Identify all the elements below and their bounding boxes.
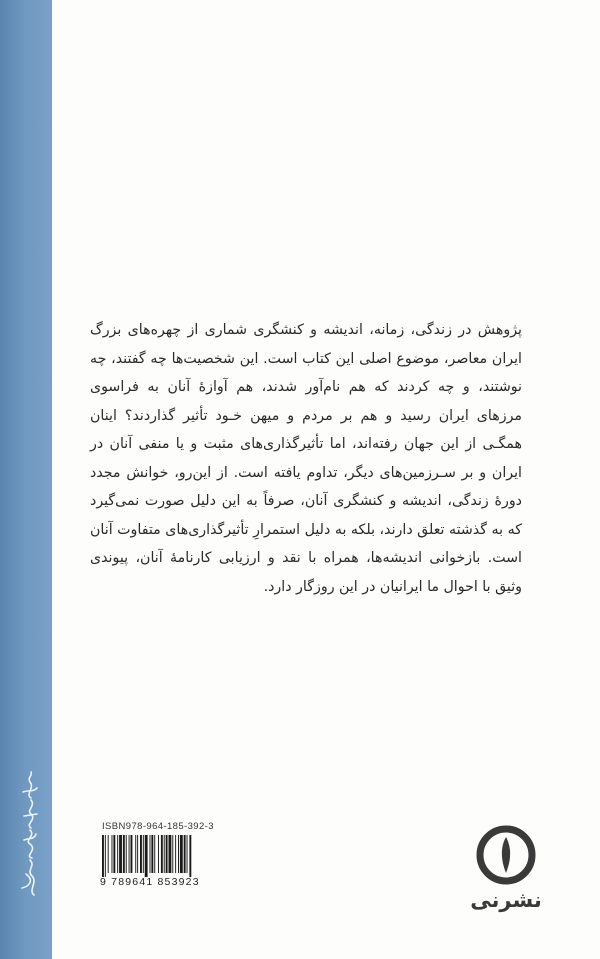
- barcode-bar: [189, 835, 191, 877]
- barcode-bar: [119, 835, 122, 873]
- barcode-bar: [187, 835, 188, 873]
- barcode-bar: [180, 835, 183, 873]
- barcode-bar: [108, 835, 109, 873]
- isbn-label: ISBN978-964-185-392-3: [102, 821, 214, 832]
- blurb-paragraph: پژوهش در زندگی، زمانه، اندیشه و کنشگری شماری از چهره‌های بزرگ ایران معاصر، موضوع اصلی این کتاب است. این شخصیت‌ها چه گفتند، چه نوشتند، و چه کردند که هم نام‌آور شدند، هم آوازهٔ آنان به فراسوی مرزهای ایران رسید و هم بر مردم و میهن خـود تأثیر گذاردند؟ اینان همگـی از این جهان رفته‌اند، اما تأثیرگذاری‌های مثبت و یا منفی آنان در ایران و بر سـرزمین‌های دیگر، تداوم یافته است. از این‌رو، خوانش مجدد دورهٔ زندگی، اندیشه و کنشگری آنان، صرفاً به این دلیل صورت نمی‌گیرد که به گذشته تعلق دارند، بلکه به دلیل استمرارِ تأثیرگذاری‌های متفاوت آنان است. بازخوانی اندیشه‌ها، همراه با نقد و ارزیابی کارنامهٔ آنان، پیوندی وثیق با احوال ما ایرانیان در این روزگار دارد.: [90, 322, 522, 595]
- barcode-bar: [143, 835, 144, 873]
- barcode-bar: [117, 835, 118, 873]
- publisher-logo: [466, 824, 546, 912]
- barcode-bar: [131, 835, 133, 873]
- barcode-bar: [164, 835, 165, 873]
- book-spine: [0, 0, 52, 959]
- barcode-bar: [102, 835, 104, 877]
- barcode-bar: [169, 835, 172, 873]
- blurb-text: [90, 316, 522, 601]
- barcode-bar: [166, 835, 168, 873]
- barcode-bar: [112, 835, 113, 873]
- barcode-bar: [161, 835, 163, 873]
- barcode-bar: [140, 835, 142, 873]
- reed-in-circle-icon: [475, 824, 537, 886]
- barcode-bar: [158, 835, 159, 873]
- publisher-name: نشرنی: [470, 888, 542, 912]
- barcode: [100, 835, 236, 877]
- barcode-bar: [113, 835, 115, 873]
- barcode-bar: [172, 835, 173, 873]
- isbn-block: [100, 821, 236, 888]
- barcode-bar: [145, 835, 148, 877]
- barcode-bar: [126, 835, 127, 873]
- barcode-bar: [105, 835, 106, 877]
- barcode-bar: [123, 835, 125, 873]
- barcode-bar: [129, 835, 130, 873]
- barcode-bar: [175, 835, 176, 873]
- barcode-digits: 9 789641 853923: [100, 876, 200, 888]
- barcode-bar: [178, 835, 179, 873]
- barcode-bar: [154, 835, 155, 873]
- handwritten-signature-icon: [4, 770, 48, 900]
- barcode-bar: [137, 835, 138, 873]
- barcode-bar: [151, 835, 153, 873]
- barcode-bar: [150, 835, 151, 873]
- barcode-bar: [135, 835, 136, 873]
- barcode-bar: [184, 835, 186, 873]
